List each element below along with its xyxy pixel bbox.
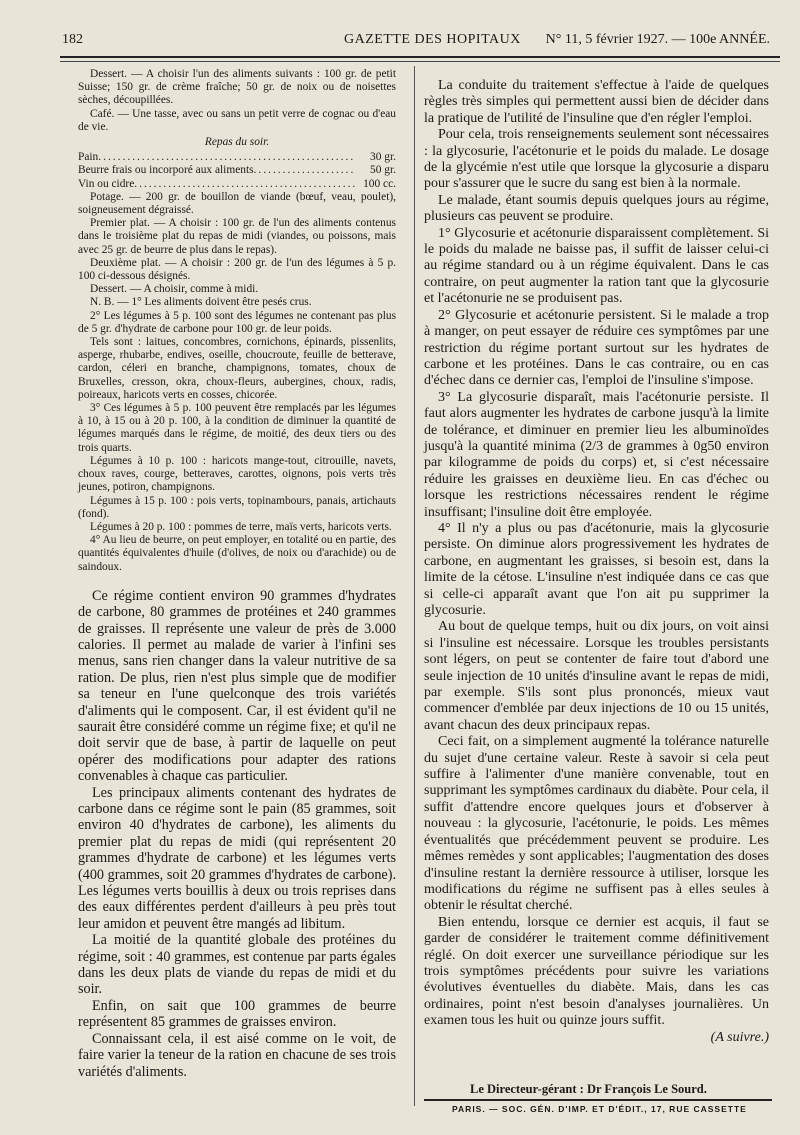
paragraph-legumes-remplacement: 3° Ces légumes à 5 p. 100 peuvent être remplacés par les légumes à 10, à 15 ou à 20 p. 100, à la condition de diminuer la quantité de légumes marqués dans le régime, de moitié, des deux tiers ou des trois quarts. bbox=[78, 402, 396, 454]
body-paragraph: Connaissant cela, il est aisé comme on le voit, de faire varier la teneur de la ration en chacune de ses trois variétés d'aliments. bbox=[78, 1030, 396, 1080]
body-paragraph: Au bout de quelque temps, huit ou dix jours, on voit ainsi si l'insuline est nécessaire. Lorsque les troubles persistants sont légers, on peut se contenter de faire tout d'abord une seule injection de 10 unités d'insuline avant le repas de midi, par exemple. S'ils sont plus prononcés, mieux vaut commencer d'emblée par deux injections de 10 ou 15 unités, avant chacun des deux principaux repas. bbox=[424, 619, 769, 733]
body-paragraph: Bien entendu, lorsque ce dernier est acquis, il faut se garder de considérer le traitement comme définitivement réglé. On doit exercer une surveillance périodique sur les trois symptômes précédents pour suivre les variations évolutives éventuelles du diabète. Mais, dans les cas ordinaires, point n'est besoin d'analyses journalières. Un examen tous les huit ou quinze jours suffit. bbox=[424, 914, 769, 1029]
director-signature: Le Directeur-gérant : Dr François Le Sourd. bbox=[470, 1082, 707, 1096]
body-paragraph: Les principaux aliments contenant des hydrates de carbone dans ce régime sont le pain (85 grammes, soit environ 40 d'hydrates de carbone), les aliments du premier plat du repas de midi (qui représentent 20 grammes d'hydrate de carbone) et les légumes verts (400 grammes, soit 20 grammes d'hydrates de carbone). Les légumes verts bouillis à deux ou trois reprises dans des eaux différentes perdent d'ailleurs à peu près tout leur amidon et peuvent être mangés ad libitum. bbox=[78, 784, 396, 932]
case-4-paragraph: 4° Il n'y a plus ou pas d'acétonurie, mais la glycosurie persiste. On diminue alors progressivement les hydrates de carbone, en augmentant les graisses, si besoin est, dans la limite de la cétose. L'insuline n'est indiquée dans ce cas que si celle-ci apparaît avant que l'on ait pu supprimer la glycosurie. bbox=[424, 520, 769, 618]
menu-row-label: Beurre frais ou incorporé aux aliments bbox=[78, 164, 254, 177]
paragraph-dessert: Dessert. — A choisir l'un des aliments suivants : 100 gr. de petit Suisse; 150 gr. de crème fraîche; 50 gr. de noix ou de noisettes sèches, découpillées. bbox=[78, 68, 396, 107]
header-rule bbox=[60, 56, 780, 58]
right-column: La conduite du traitement s'effectue à l'aide de quelques règles très simples qui permettent aussi bien de décider dans la pratique de l'utilité de l'insuline que d'en régler l'emploi. Pour cela, trois renseignements seulement sont nécessaires : la glycosurie, l'acétonurie et le poids du malade. Le dosage de la glycémie n'est utile que lorsque la glycosurie a disparu pour s'assurer que le sucre du sang est bien à la normale. Le malade, étant soumis depuis quelques jours au régime, plusieurs cas peuvent se produire. 1° Glycosurie et acétonurie disparaissent complètement. Si le poids du malade ne baisse pas, il suffit de laisser celui-ci au régime standard ou à un régime équivalent. Dans le cas contraire, on peut augmenter la ration tant que la glycosurie et l'acétonurie ne se produisent pas. 2° Glycosurie et acétonurie persistent. Si le malade a trop à manger, on peut essayer de réduire ces symptômes par une restriction du régime portant surtout sur les hydrates de carbone et les protéines. Dans le cas contraire, ou en cas d'échec dans ce dernier cas, l'emploi de l'insuline s'impose. 3° La glycosurie disparaît, mais l'acétonurie persiste. Il faut alors augmenter les hydrates de carbone jusqu'à la limite de tolérance, et diminuer en premier lieu les albuminoïdes jusqu'à la quantité minima (2/3 de grammes à 0g50 environ par kilogramme de poids du corps) et, si c'est nécessaire réduire les graisses en deuxième lieu. En cas d'échec ou lorsque les restrictions nécessaires rendent le régime insuffisant; l'insuline doit être employée. 4° Il n'y a plus ou pas d'acétonurie, mais la glycosurie persiste. On diminue alors progressivement les hydrates de carbone, en augmentant les graisses, si besoin est, dans la limite de la cétose. L'insuline n'est indiquée dans ce cas que si celle-ci apparaît avant que l'on ait pu supprimer la glycosurie. Au bout de quelque temps, huit ou dix jours, on voit ainsi si l'insuline est nécessaire. Lorsque les troubles persistants sont légers, on peut se contenter de faire tout d'abord une seule injection de 10 unités d'insuline avant le repas de midi, par exemple. S'ils sont plus prononcés, mieux vaut commencer d'emblée par deux injections de 10 ou 15 unités, avant chacun des deux principaux repas. Ceci fait, on a simplement augmenté la tolérance naturelle du sujet d'une certaine valeur. Reste à savoir si cela peut suffire à l'alimenter d'une manière convenable, tout en supprimant les symptômes cardinaux du diabète. Pour cela, il suffit d'attendre encore quelques jours et d'observer à nouveau : la glycosurie, l'acétonurie, le poids. Les mêmes éventualités que précédemment peuvent se produire. Les mêmes remèdes y sont applicables; l'augmentation des doses d'insuline restant la dernière ressource à utiliser, lorsque les modifications du régime ne suffisent pas à elles seules à obtenir le résultat cherché. Bien entendu, lorsque ce dernier est acquis, il faut se garder de considérer le traitement comme définitivement réglé. On doit exercer une surveillance périodique sur les trois symptômes précédents pour suivre les variations évolutives éventuelles du diabète. Mais, dans les cas ordinaires, point n'est besoin d'analyses journalières. Un examen tous les huit ou quinze jours suffit. (A suivre.) bbox=[424, 78, 769, 1045]
page-number: 182 bbox=[62, 32, 83, 47]
section-heading-evening-meal: Repas du soir. bbox=[204, 136, 270, 149]
body-paragraph: La moitié de la quantité globale des protéines du régime, soit : 40 grammes, est contenue par parts égales dans les deux plats de viande du repas de midi et du soir. bbox=[78, 932, 396, 998]
paragraph-premier-plat: Premier plat. — A choisir : 100 gr. de l'un des aliments contenus dans le troisième plat du repas de midi (viandes, ou poissons, mais avec 25 gr. de beurre de plus dans le repas). bbox=[78, 217, 396, 256]
page-header bbox=[62, 30, 770, 52]
case-2-paragraph: 2° Glycosurie et acétonurie persistent. Si le malade a trop à manger, on peut essayer de réduire ces symptômes par une restriction du régime portant surtout sur les hydrates de carbone et les protéines. Dans le cas contraire, ou en cas d'échec dans ce dernier cas, l'emploi de l'insuline s'impose. bbox=[424, 307, 769, 389]
journal-title: GAZETTE DES HOPITAUX bbox=[344, 32, 521, 47]
menu-row-label: Vin ou cidre bbox=[78, 177, 135, 190]
paragraph-potage: Potage. — 200 gr. de bouillon de viande (bœuf, veau, poulet), soigneusement dégraissé. bbox=[78, 190, 396, 217]
menu-row-label: Pain bbox=[78, 151, 99, 164]
paragraph-legumes-10: Légumes à 10 p. 100 : haricots mange-tout, citrouille, navets, choux raves, courge, betteraves, carottes, oignons, pois verts très jeunes, potiron, champignons. bbox=[78, 454, 396, 494]
body-paragraph: Ce régime contient environ 90 grammes d'hydrates de carbone, 80 grammes de protéines et 240 grammes de graisses. Il représente une valeur de près de 3.000 calories. Il permet au malade de varier à l'infini ses menus, sans rien changer dans la valeur nutritive de sa ration. De plus, rien n'est plus simple que de modifier sa teneur en l'une quelconque des trois variétés d'aliments qui le composent. Car, il est évident qu'il ne saurait être considéré comme un régime fixe; et qu'il ne doit servir que de base, à partir de laquelle on peut opérer des modifications pour adapter des rations convenables à chaque cas particulier. bbox=[78, 587, 396, 785]
menu-row-value: 50 gr. bbox=[370, 164, 396, 177]
issue-info: N° 11, 5 février 1927. — 100e ANNÉE. bbox=[545, 32, 770, 47]
body-paragraph: Le malade, étant soumis depuis quelques jours au régime, plusieurs cas peuvent se produire. bbox=[424, 192, 769, 225]
paragraph-deuxieme-plat: Deuxième plat. — A choisir : 200 gr. de l'un des légumes à 5 p. 100 ci-dessous désignés. bbox=[78, 256, 396, 283]
paragraph-beurre-substitution: 4° Au lieu de beurre, on peut employer, en totalité ou en partie, des quantités équivalentes d'huile (d'olives, de noix ou d'arachide) ou de saindoux. bbox=[78, 534, 396, 573]
body-paragraph: Enfin, on sait que 100 grammes de beurre représentent 85 grammes de graisses environ. bbox=[78, 997, 396, 1031]
header-rule-thin bbox=[60, 61, 780, 62]
body-paragraph: Ceci fait, on a simplement augmenté la tolérance naturelle du sujet d'une certaine valeur. Reste à savoir si cela peut suffire à l'alimenter d'une manière convenable, tout en supprimant les symptômes cardinaux du diabète. Pour cela, il suffit d'attendre encore quelques jours et d'observer à nouveau : la glycosurie, l'acétonurie, le poids. Les mêmes éventualités que précédemment peuvent se produire. Les mêmes remèdes y sont applicables; l'augmentation des doses d'insuline restant la dernière ressource à utiliser, lorsque les modifications du régime ne suffisent pas à elles seules à obtenir le résultat cherché. bbox=[424, 734, 769, 914]
paragraph-nb: N. B. — 1° Les aliments doivent être pesés crus. bbox=[90, 296, 312, 309]
paragraph-legumes-list: Tels sont : laitues, concombres, cornichons, épinards, pissenlits, asperge, rhubarbe, endives, oseille, choucroute, feuille de betterave, cardon, céleri en branche, champignons, tomates, choux de Bruxelles, cresson, okra, choux-fleurs, aubergines, choux, radis, poireaux, haricots verts en cosses, chicorée. bbox=[78, 336, 396, 401]
footer-rule bbox=[424, 1099, 772, 1101]
menu-row-value: 30 gr. bbox=[370, 151, 396, 164]
body-paragraph: La conduite du traitement s'effectue à l'aide de quelques règles très simples qui permettent aussi bien de décider dans la pratique de l'utilité de l'insuline que d'en régler l'emploi. bbox=[424, 78, 769, 126]
body-paragraph: Pour cela, trois renseignements seulement sont nécessaires : la glycosurie, l'acétonurie et le poids du malade. Le dosage de la glycémie n'est utile que lorsque la glycosurie a disparu pour s'assurer que le sucre du sang est bien à la normale. bbox=[424, 127, 769, 192]
case-3-paragraph: 3° La glycosurie disparaît, mais l'acétonurie persiste. Il faut alors augmenter les hydrates de carbone jusqu'à la limite de tolérance, et diminuer en premier lieu les albuminoïdes jusqu'à la quantité minima (2/3 de grammes à 0g50 environ par kilogramme de poids du corps) et, si c'est nécessaire réduire les graisses en deuxième lieu. En cas d'échec ou lorsque les restrictions nécessaires rendent le régime insuffisant; l'insuline doit être employée. bbox=[424, 389, 769, 520]
menu-row-value: 100 cc. bbox=[363, 177, 396, 190]
diet-menu-section bbox=[78, 68, 396, 574]
paragraph-legumes-15: Légumes à 15 p. 100 : pois verts, topinambours, panais, artichauts (fond). bbox=[78, 494, 396, 520]
menu-row-vin bbox=[78, 178, 396, 191]
left-column bbox=[78, 68, 396, 1080]
case-1-paragraph: 1° Glycosurie et acétonurie disparaissent complètement. Si le poids du malade ne baisse pas, il suffit de laisser celui-ci au régime standard ou à un régime équivalent. Dans le cas contraire, on peut augmenter la ration tant que la glycosurie et l'acétonurie ne se produisent pas. bbox=[424, 225, 769, 307]
column-divider bbox=[414, 66, 415, 1106]
paragraph-legumes-20: Légumes à 20 p. 100 : pommes de terre, maïs verts, haricots verts. bbox=[90, 520, 392, 533]
paragraph-legumes-5: 2° Les légumes à 5 p. 100 sont des légumes ne contenant pas plus de 5 gr. d'hydrate de carbone pour 100 gr. de leur poids. bbox=[78, 309, 396, 335]
menu-row-pain bbox=[78, 151, 396, 164]
regime-discussion bbox=[78, 588, 396, 1080]
printer-line: PARIS. — SOC. GÉN. D'IMP. ET D'ÉDIT., 17, RUE CASSETTE bbox=[452, 1104, 747, 1114]
paragraph-cafe: Café. — Une tasse, avec ou sans un petit verre de cognac ou d'eau de vie. bbox=[78, 107, 396, 133]
paragraph-dessert-soir: Dessert. — A choisir, comme à midi. bbox=[90, 283, 259, 296]
menu-row-beurre bbox=[78, 164, 396, 177]
